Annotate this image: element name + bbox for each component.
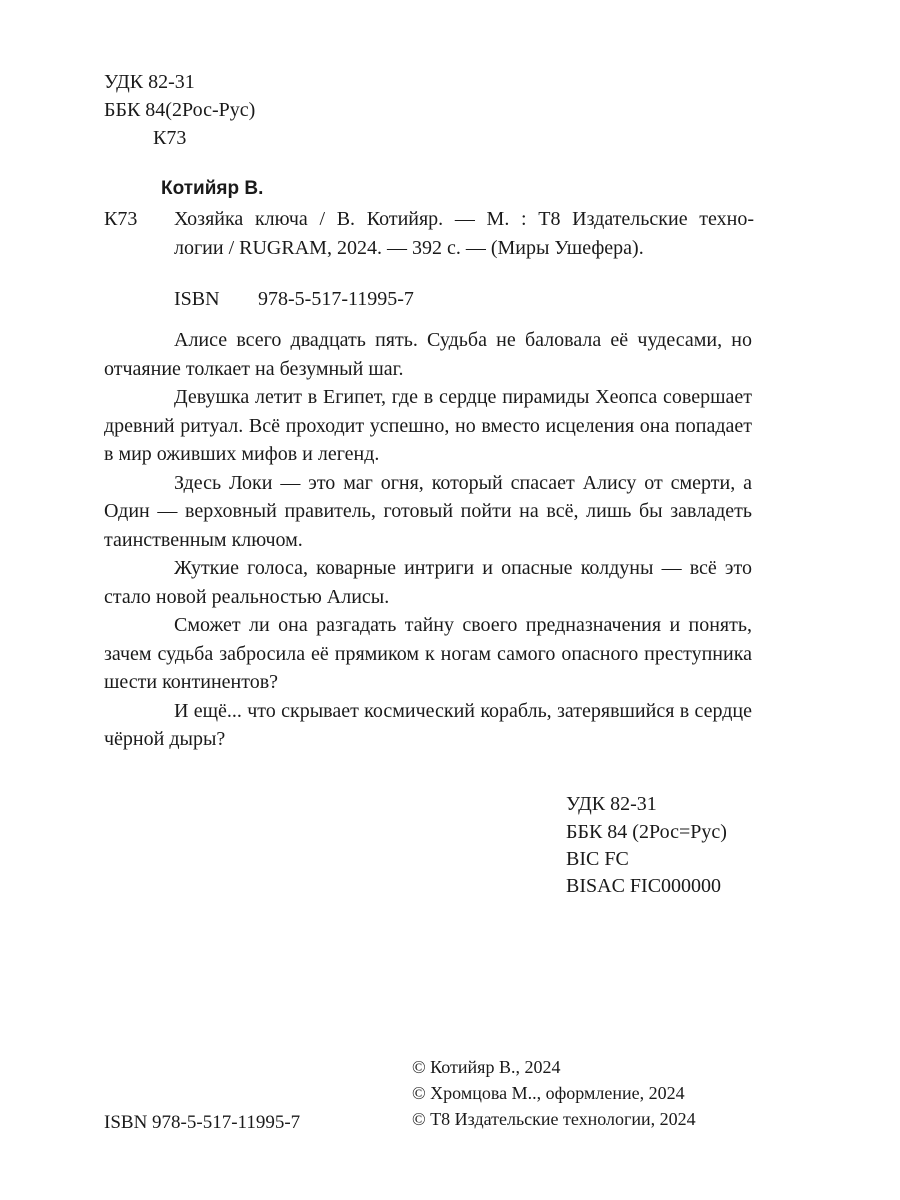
annotation-paragraph: И ещё... что скрывает космический корабль, затерявшийся в сердце чёрной дыры? [104, 699, 752, 750]
annotation-paragraph: Здесь Локи — это маг огня, который спасает Алису от смерти, а Один — верховный правитель, готовый пойти на всё, лишь бы завладеть таинственным ключом. [104, 471, 752, 551]
isbn-number: 978-5-517-11995-7 [258, 288, 414, 310]
classification-udk: УДК 82-31 [566, 793, 657, 815]
classification-bic: BIC FC [566, 848, 629, 870]
annotation-paragraph: Жуткие голоса, коварные интриги и опасные колдуны — всё это стало новой реальностью Алисы. [104, 557, 752, 608]
annotation [104, 326, 752, 754]
top-bbk-code: ББК 84(2Рос-Рус) [104, 99, 256, 121]
bibliographic-line-2: логии / RUGRAM, 2024. — 392 с. — (Миры Ушефера). [174, 237, 644, 259]
copyright-design: © Хромцова М.., оформление, 2024 [412, 1083, 685, 1103]
bottom-isbn: ISBN 978-5-517-11995-7 [104, 1112, 301, 1133]
isbn-label: ISBN [174, 288, 220, 310]
copyright-publisher: © Т8 Издательские технологии, 2024 [412, 1109, 696, 1129]
bibliographic-line-1: Хозяйка ключа / В. Котийяр. — М. : Т8 Издательские техно- [174, 208, 754, 230]
bibliographic-author: Котийяр В. [161, 178, 264, 199]
annotation-paragraph: Сможет ли она разгадать тайну своего предназначения и понять, зачем судьба забросила её прямиком к ногам самого опасного преступника шести континентов? [104, 614, 752, 693]
top-author-mark: К73 [153, 127, 187, 149]
copyright-author: © Котийяр В., 2024 [412, 1057, 561, 1077]
classification-bbk: ББК 84 (2Рос=Рус) [566, 821, 727, 843]
bibliographic-mark: К73 [104, 208, 138, 230]
annotation-paragraph: Девушка летит в Египет, где в сердце пирамиды Хеопса совершает древний ритуал. Всё проходит успешно, но вместо исцеления она попадает в мир оживших мифов и легенд. [104, 386, 752, 465]
classification-bisac: BISAC FIC000000 [566, 875, 722, 897]
top-udk-code: УДК 82-31 [104, 71, 195, 93]
annotation-paragraph: Алисе всего двадцать пять. Судьба не баловала её чудесами, но отчаяние толкает на безумный шаг. [104, 329, 752, 380]
